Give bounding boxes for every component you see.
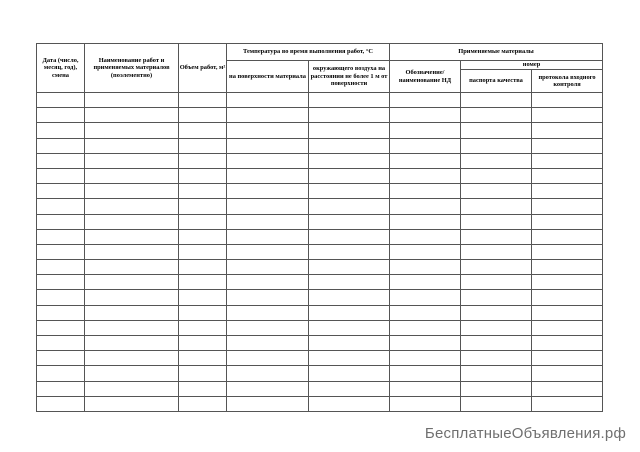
table-cell[interactable] [390,168,461,183]
table-cell[interactable] [227,244,309,259]
table-row [37,138,603,153]
table-cell[interactable] [309,229,390,244]
table-cell[interactable] [37,168,85,183]
table-row [37,305,603,320]
table-cell[interactable] [85,123,179,138]
table-cell[interactable] [227,93,309,108]
table-cell[interactable] [179,199,227,214]
table-cell[interactable] [532,290,603,305]
table-cell[interactable] [37,260,85,275]
table-cell[interactable] [532,381,603,396]
header-volume: Объем работ, м² [179,44,227,93]
table-cell[interactable] [532,320,603,335]
table-row [37,229,603,244]
table-cell[interactable] [227,199,309,214]
table-cell[interactable] [532,153,603,168]
header-materials: Применяемые материалы [390,44,603,61]
table-cell[interactable] [461,351,532,366]
table-row [37,351,603,366]
table-cell[interactable] [461,93,532,108]
table-cell[interactable] [390,199,461,214]
table-row [37,320,603,335]
table-cell[interactable] [179,168,227,183]
table-cell[interactable] [227,320,309,335]
table-cell[interactable] [309,138,390,153]
table-cell[interactable] [390,320,461,335]
table-cell[interactable] [461,214,532,229]
table-cell[interactable] [390,351,461,366]
table-cell[interactable] [227,366,309,381]
table-cell[interactable] [227,229,309,244]
table-cell[interactable] [85,275,179,290]
table-cell[interactable] [309,366,390,381]
table-cell[interactable] [461,320,532,335]
table-cell[interactable] [309,336,390,351]
table-cell[interactable] [532,275,603,290]
table-cell[interactable] [390,108,461,123]
header-temperature: Температура во время выполнения работ, °С [227,44,390,61]
header-number: номер [461,61,603,70]
table-cell[interactable] [179,351,227,366]
table-cell[interactable] [179,336,227,351]
table-cell[interactable] [85,260,179,275]
table-cell[interactable] [227,275,309,290]
table-cell[interactable] [85,153,179,168]
table-cell[interactable] [85,244,179,259]
table-row [37,396,603,411]
table-cell[interactable] [309,168,390,183]
table-cell[interactable] [37,366,85,381]
site-watermark: БесплатныеОбъявления.рф [424,425,626,442]
table-cell[interactable] [37,108,85,123]
table-cell[interactable] [390,366,461,381]
table-row [37,260,603,275]
table-cell[interactable] [532,93,603,108]
table-cell[interactable] [85,229,179,244]
table-cell[interactable] [179,214,227,229]
table-cell[interactable] [179,153,227,168]
header-temp-air: окружающего воздуха на расстоянии не более 1 м от поверхности [309,61,390,93]
table-cell[interactable] [390,123,461,138]
table-cell[interactable] [461,381,532,396]
table-cell[interactable] [532,168,603,183]
table-cell[interactable] [309,351,390,366]
table-cell[interactable] [85,108,179,123]
table-cell[interactable] [85,199,179,214]
header-designation: Обозначение/ наименование НД [390,61,461,93]
table-cell[interactable] [532,396,603,411]
table-cell[interactable] [532,244,603,259]
table-cell[interactable] [227,108,309,123]
table-body [37,93,603,412]
header-work-name: Наименование работ и применяемых материалов (поэлементно) [85,44,179,93]
table-cell[interactable] [532,108,603,123]
table-cell[interactable] [37,351,85,366]
table-cell[interactable] [309,184,390,199]
table-row [37,184,603,199]
table-cell[interactable] [309,381,390,396]
table-cell[interactable] [37,396,85,411]
table-cell[interactable] [309,275,390,290]
table-cell[interactable] [85,214,179,229]
table-cell[interactable] [532,138,603,153]
table-cell[interactable] [390,396,461,411]
table-cell[interactable] [461,199,532,214]
table-cell[interactable] [85,138,179,153]
table-cell[interactable] [179,244,227,259]
table-cell[interactable] [461,275,532,290]
table-row [37,275,603,290]
table-cell[interactable] [390,336,461,351]
table-cell[interactable] [390,275,461,290]
table-cell[interactable] [227,381,309,396]
table-cell[interactable] [85,351,179,366]
table-cell[interactable] [461,168,532,183]
table-cell[interactable] [227,168,309,183]
table-cell[interactable] [532,336,603,351]
table-cell[interactable] [309,123,390,138]
table-cell[interactable] [37,184,85,199]
table-cell[interactable] [37,336,85,351]
table-cell[interactable] [179,184,227,199]
table-cell[interactable] [532,351,603,366]
table-cell[interactable] [309,153,390,168]
table-cell[interactable] [461,138,532,153]
work-log-table [36,43,603,412]
table-row [37,336,603,351]
table-cell[interactable] [179,229,227,244]
table-cell[interactable] [85,168,179,183]
table-cell[interactable] [390,184,461,199]
table-cell[interactable] [227,123,309,138]
table-cell[interactable] [309,214,390,229]
table-cell[interactable] [37,214,85,229]
table-cell[interactable] [179,366,227,381]
table-cell[interactable] [227,305,309,320]
table-cell[interactable] [227,260,309,275]
table-cell[interactable] [532,366,603,381]
table-cell[interactable] [85,93,179,108]
header-passport: паспорта качества [461,70,532,93]
table-cell[interactable] [37,244,85,259]
table-cell[interactable] [309,396,390,411]
table-cell[interactable] [37,290,85,305]
table-cell[interactable] [390,244,461,259]
table-cell[interactable] [461,123,532,138]
table-cell[interactable] [390,381,461,396]
table-cell[interactable] [85,366,179,381]
table-cell[interactable] [179,396,227,411]
table-cell[interactable] [390,93,461,108]
table-cell[interactable] [532,229,603,244]
table-cell[interactable] [461,229,532,244]
table-cell[interactable] [309,199,390,214]
table-cell[interactable] [179,381,227,396]
table-cell[interactable] [390,229,461,244]
table-row [37,108,603,123]
table-cell[interactable] [85,305,179,320]
table-cell[interactable] [227,184,309,199]
table-cell[interactable] [227,396,309,411]
table-cell[interactable] [37,275,85,290]
table-cell[interactable] [390,290,461,305]
table-cell[interactable] [179,93,227,108]
table-cell[interactable] [532,123,603,138]
table-cell[interactable] [37,320,85,335]
table-cell[interactable] [309,290,390,305]
table-cell[interactable] [227,336,309,351]
table-cell[interactable] [461,244,532,259]
table-row [37,381,603,396]
table-row [37,214,603,229]
table-cell[interactable] [227,290,309,305]
table-cell[interactable] [37,381,85,396]
table-cell[interactable] [37,199,85,214]
table-cell[interactable] [309,320,390,335]
table-cell[interactable] [461,108,532,123]
table-cell[interactable] [179,290,227,305]
header-protocol: протокола входного контроля [532,70,603,93]
table-cell[interactable] [179,123,227,138]
table-cell[interactable] [227,214,309,229]
table-row [37,244,603,259]
table-cell[interactable] [390,153,461,168]
table-cell[interactable] [227,138,309,153]
table-cell[interactable] [390,305,461,320]
table-cell[interactable] [461,305,532,320]
table-cell[interactable] [309,305,390,320]
table-cell[interactable] [85,381,179,396]
table-cell[interactable] [309,244,390,259]
table-cell[interactable] [309,93,390,108]
header-temp-surface: на поверхности материала [227,61,309,93]
table-row [37,290,603,305]
table-cell[interactable] [179,305,227,320]
table-cell[interactable] [390,138,461,153]
table-cell[interactable] [85,320,179,335]
table-row [37,123,603,138]
table-row [37,93,603,108]
table-cell[interactable] [461,396,532,411]
table-cell[interactable] [532,260,603,275]
table-cell[interactable] [179,138,227,153]
table-cell[interactable] [37,138,85,153]
table-cell[interactable] [37,153,85,168]
table-cell[interactable] [309,108,390,123]
table-row [37,366,603,381]
table-cell[interactable] [85,396,179,411]
table-cell[interactable] [461,290,532,305]
table-cell[interactable] [227,153,309,168]
table-cell[interactable] [461,184,532,199]
table-cell[interactable] [461,260,532,275]
table-cell[interactable] [37,93,85,108]
table-cell[interactable] [37,123,85,138]
table-cell[interactable] [532,305,603,320]
table-cell[interactable] [179,275,227,290]
table-cell[interactable] [461,336,532,351]
table-cell[interactable] [85,290,179,305]
table-cell[interactable] [309,260,390,275]
table-cell[interactable] [37,229,85,244]
table-cell[interactable] [461,153,532,168]
table-cell[interactable] [85,336,179,351]
header-date: Дата (число, месяц, год), смена [37,44,85,93]
table-cell[interactable] [179,320,227,335]
table-cell[interactable] [461,366,532,381]
table-cell[interactable] [179,108,227,123]
table-cell[interactable] [390,214,461,229]
table-cell[interactable] [532,184,603,199]
table-row [37,153,603,168]
table-cell[interactable] [532,214,603,229]
table-cell[interactable] [532,199,603,214]
table-cell[interactable] [390,260,461,275]
table-row [37,168,603,183]
table-cell[interactable] [179,260,227,275]
table-cell[interactable] [85,184,179,199]
table-cell[interactable] [227,351,309,366]
table-row [37,199,603,214]
table-cell[interactable] [37,305,85,320]
